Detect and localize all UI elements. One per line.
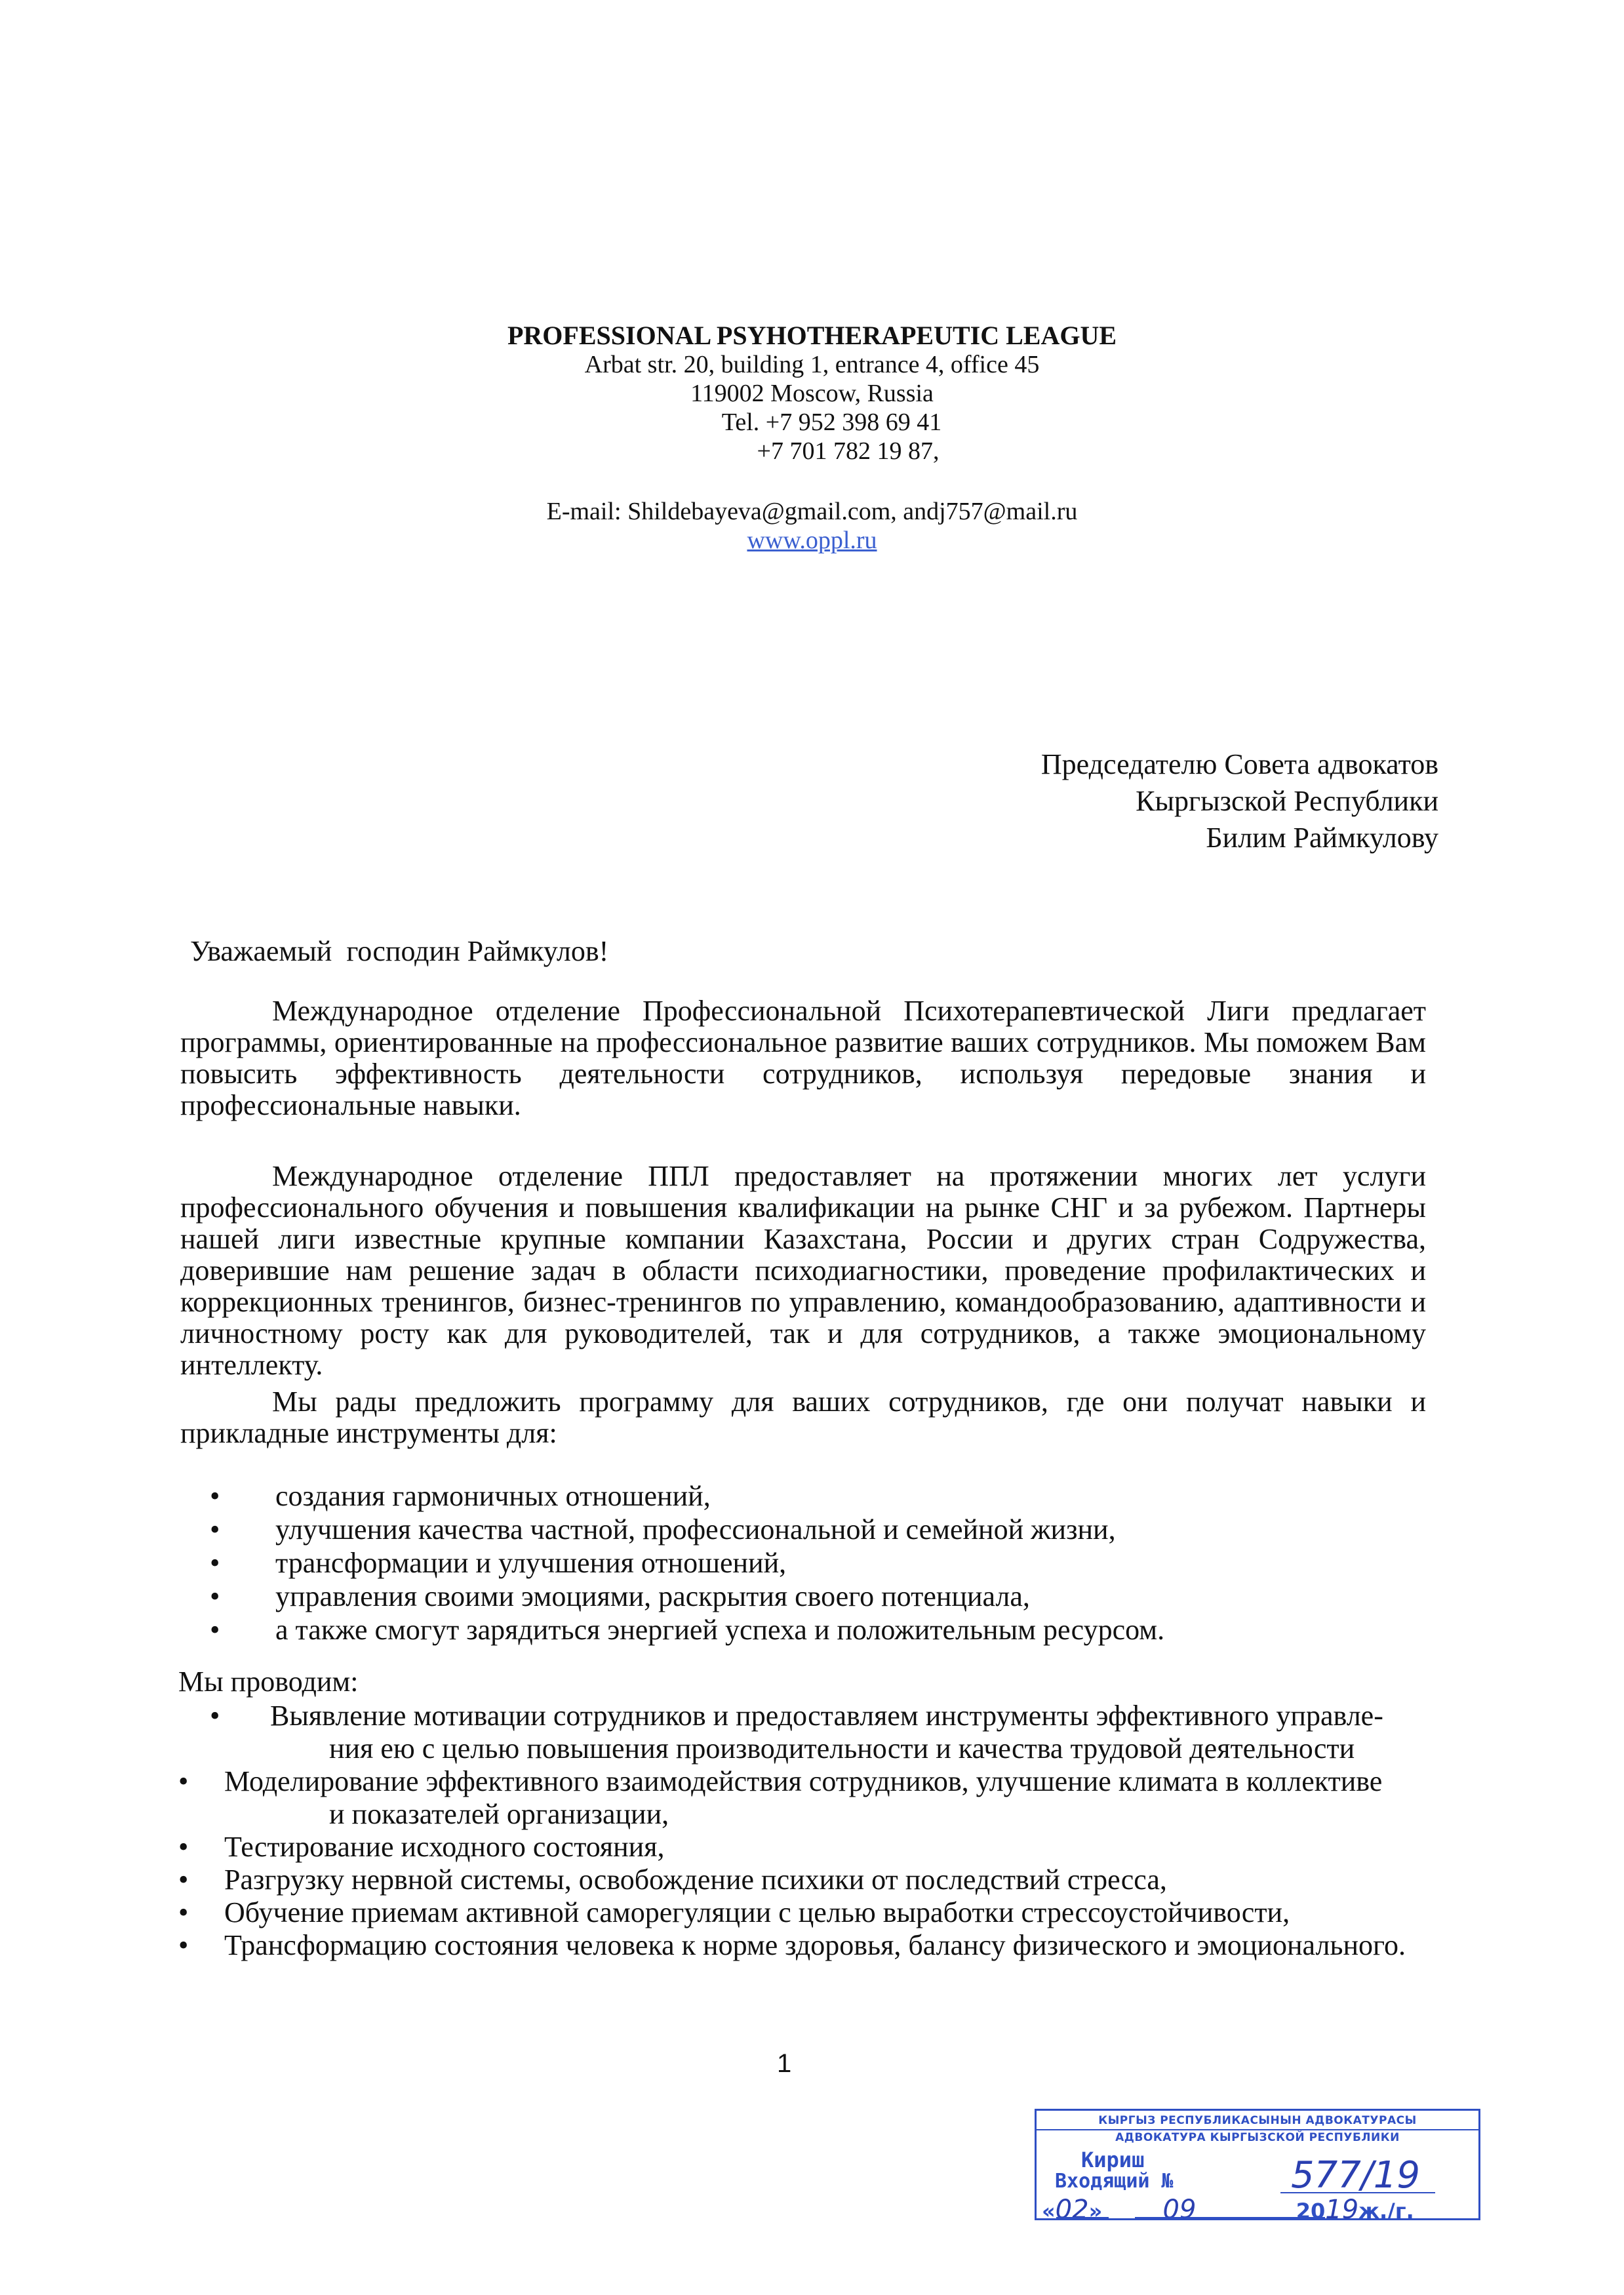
bullet-icon: • xyxy=(178,1765,189,1797)
incoming-registration-stamp xyxy=(1035,2109,1480,2225)
list-item: • Трансформацию состояния человека к норме здоровья, балансу физического и эмоционального. xyxy=(178,1929,1406,1961)
bullet-icon: • xyxy=(178,1929,189,1961)
skills-bullet-list xyxy=(210,1479,1456,1646)
telephone-2: +7 701 782 19 87, xyxy=(757,437,940,465)
stamp-month: 09 xyxy=(1162,2195,1197,2225)
list-item: • Обучение приемам активной саморегуляции с целью выработки стрессоустойчивости, xyxy=(178,1896,1290,1928)
paragraph-offer-text: Мы рады предложить программу для ваших сотрудников, где они получат навыки и прикладные инструменты для: xyxy=(180,1386,1426,1449)
stamp-incoming-number: 577/19 xyxy=(1291,2154,1421,2197)
paragraph-offer xyxy=(180,1386,1426,1449)
list-item: • трансформации и улучшения отношений, xyxy=(210,1547,787,1579)
paragraph-intro xyxy=(180,995,1426,1121)
address-line-2: 119002 Moscow, Russia xyxy=(690,380,934,407)
bullet-icon: • xyxy=(210,1513,220,1546)
addressee-line-3: Билим Раймкулову xyxy=(1206,822,1438,854)
paragraph-about-text: Международное отделение ППЛ предоставляет на протяжении многих лет услуги профессионального обучения и повышения квалификации на рынке СНГ и за рубежом. Партнеры нашей лиги известные крупные компании Казахстана, России и других стран Содружества, доверившие нам решение задач в области психодиагностики, проведение профилактических и коррекционных тренингов, бизнес-тренингов по управлению, командообразованию, адаптивности и личностному росту как для руководителей, так и для сотрудников, а также эмоциональному интеллекту. xyxy=(180,1160,1426,1381)
stamp-day: 02 xyxy=(1055,2195,1089,2225)
addressee-line-1: Председателю Совета адвокатов xyxy=(1040,748,1438,780)
bullet-icon: • xyxy=(210,1700,220,1732)
stamp-day-underline xyxy=(1056,2217,1109,2218)
stamp-header-kyrgyz: КЫРГЫЗ РЕСПУБЛИКАСЫНЫН АДВОКАТУРАСЫ xyxy=(1037,2113,1478,2130)
bullet-icon: • xyxy=(178,1896,189,1928)
list-item: • создания гармоничных отношений, xyxy=(210,1480,711,1512)
bullet-icon: • xyxy=(178,1831,189,1863)
addressee-block xyxy=(1041,746,1438,856)
bullet-icon: • xyxy=(210,1480,220,1512)
list-item: • а также смогут зарядиться энергией успеха и положительным ресурсом. xyxy=(210,1614,1165,1646)
organization-name: PROFESSIONAL PSYHOTHERAPEUTIC LEAGUE xyxy=(507,321,1117,350)
stamp-month-underline xyxy=(1135,2217,1325,2218)
bullet-icon: • xyxy=(210,1580,220,1612)
address-line-1: Arbat str. 20, building 1, entrance 4, office 45 xyxy=(584,351,1040,378)
stamp-date: «02» 09 2019ж./г. xyxy=(1042,2195,1414,2225)
list-item: • Разгрузку нервной системы, освобождение психики от последствий стресса, xyxy=(178,1864,1167,1896)
list-item: • управления своими эмоциями, раскрытия своего потенциала, xyxy=(210,1580,1030,1612)
letterhead xyxy=(0,321,1624,555)
list-item: • улучшения качества частной, профессиональной и семейной жизни, xyxy=(210,1513,1116,1546)
list-item: • Моделирование эффективного взаимодействия сотрудников, улучшение климата в коллективе и показателей организации, xyxy=(178,1765,1383,1830)
stamp-number-underline xyxy=(1280,2192,1435,2193)
stamp-year-prefix: 20 xyxy=(1296,2199,1326,2224)
page-number: 1 xyxy=(777,2049,792,2078)
services-bullet-list xyxy=(178,1700,1437,1962)
addressee-line-2: Кыргызской Республики xyxy=(1136,785,1438,817)
stamp-label-kirish: Кириш xyxy=(1081,2147,1145,2172)
website-link[interactable]: www.oppl.ru xyxy=(747,527,877,554)
bullet-icon: • xyxy=(210,1547,220,1579)
stamp-header-russian: АДВОКАТУРА КЫРГЫЗСКОЙ РЕСПУБЛИКИ xyxy=(1115,2131,1400,2144)
paragraph-about xyxy=(180,1161,1426,1381)
stamp-year-suffix: 19 xyxy=(1325,2195,1359,2225)
salutation: Уважаемый господин Раймкулов! xyxy=(190,935,609,967)
telephone-1: Tel. +7 952 398 69 41 xyxy=(721,409,942,436)
paragraph-intro-text: Международное отделение Профессиональной Психотерапевтической Лиги предлагает программы, ориентированные на профессиональное развитие ваших сотрудников. Мы поможем Вам повысить эффективность деятельности сотрудников, используя передовые знания и профессиональные навыки. xyxy=(180,995,1426,1121)
bullet-icon: • xyxy=(178,1864,189,1896)
stamp-year-label: ж./г. xyxy=(1358,2199,1414,2224)
bullet-icon: • xyxy=(210,1614,220,1646)
list-item: • Тестирование исходного состояния, xyxy=(178,1831,665,1863)
stamp-label-incoming: Входящий № xyxy=(1055,2170,1174,2193)
email-line: E-mail: Shildebayeva@gmail.com, andj757@mail.ru xyxy=(546,498,1078,525)
services-heading: Мы проводим: xyxy=(178,1666,359,1698)
list-item: • Выявление мотивации сотрудников и предоставляем инструменты эффективного управле- ния ею с целью повышения производительности и качества трудовой деятельности xyxy=(210,1700,1383,1765)
